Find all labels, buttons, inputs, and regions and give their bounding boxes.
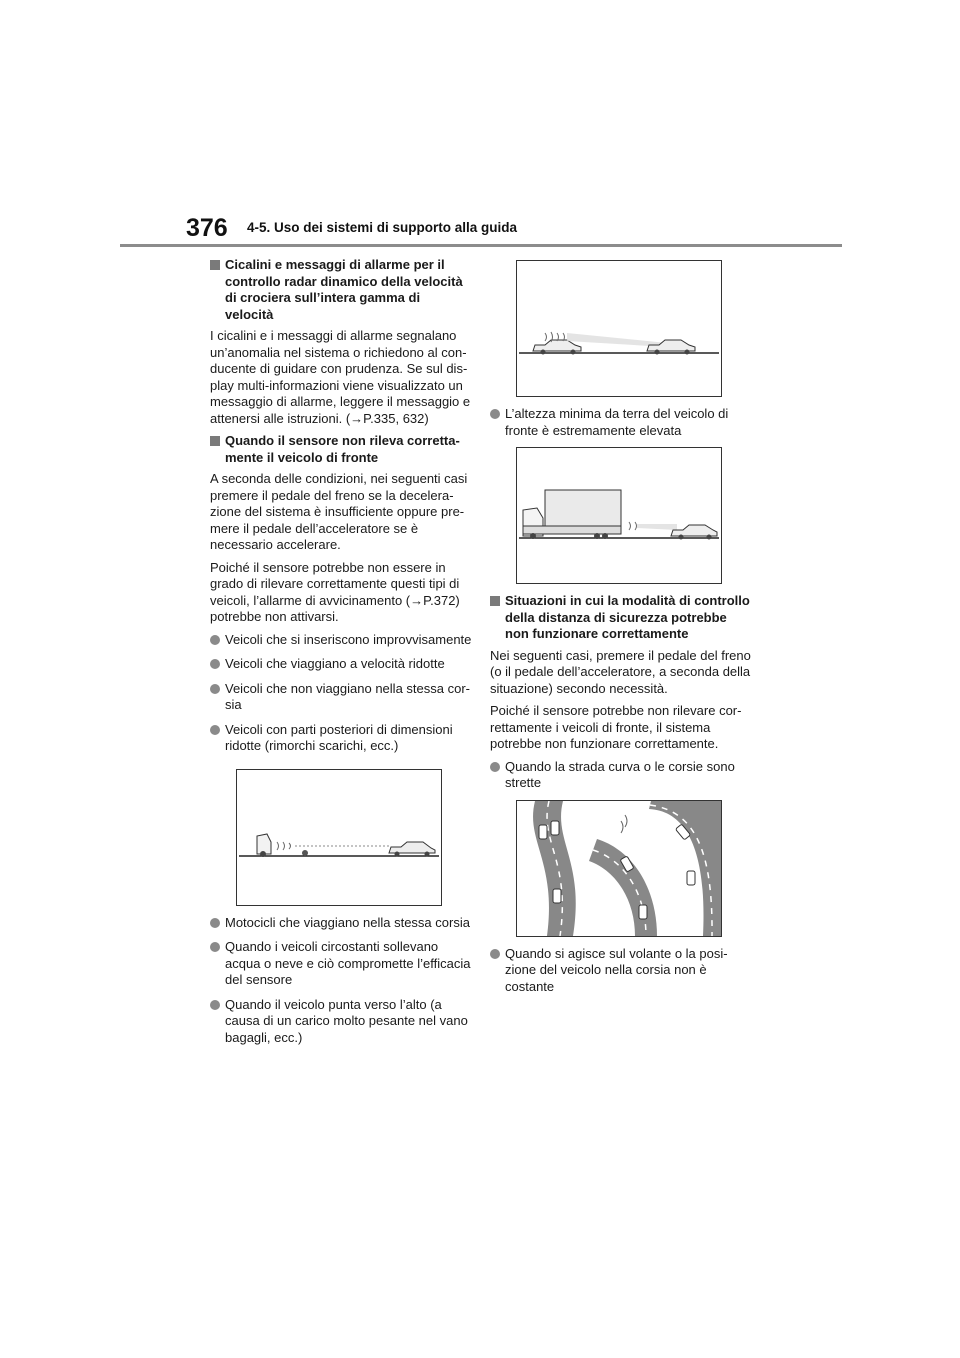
header-rule: [120, 244, 842, 247]
truck-illustration: [516, 447, 722, 584]
bullet-dot-icon: [210, 635, 220, 645]
bullet-dot-icon: [210, 942, 220, 952]
list-item: Veicoli che non viaggiano nella stessa cor-sia: [210, 681, 472, 714]
bullet-dot-icon: [210, 725, 220, 735]
list-item: Veicoli con parti posteriori di dimensioni ridotte (rimorchi scarichi, ecc.): [210, 722, 472, 755]
chapter-title: 4-5. Uso dei sistemi di supporto alla guida: [247, 220, 518, 235]
list-item: Quando la strada curva o le corsie sono strette: [490, 759, 752, 792]
motorcycle-illustration: [236, 769, 442, 906]
list-item: Quando i veicoli circostanti sollevano acqua o neve e ciò compromette l’efficacia del sensore: [210, 939, 472, 989]
right-column: [490, 255, 752, 1003]
section-heading: Quando il sensore non rileva corretta-mente il veicolo di fronte: [210, 433, 472, 466]
paragraph: Nei seguenti casi, premere il pedale del freno (o il pedale dell’acceleratore, a seconda della situazione) secondo necessità.: [490, 647, 751, 696]
bullet-dot-icon: [210, 918, 220, 928]
page-number: 376: [186, 214, 228, 242]
bullet-dot-icon: [210, 684, 220, 694]
list-item: Quando il veicolo punta verso l’alto (a causa di un carico molto pesante nel vano bagagli, ecc.): [210, 997, 472, 1047]
list-item: Motocicli che viaggiano nella stessa corsia: [210, 915, 472, 932]
bullet-dot-icon: [490, 949, 500, 959]
paragraph: Poiché il sensore potrebbe non rilevare cor-rettamente i veicoli di fronte, il sistema potrebbe non funzionare correttamente.: [490, 703, 742, 751]
paragraph: Poiché il sensore potrebbe non essere in grado di rilevare correttamente questi tipi di veicoli, l’allarme di avvicinamento (→P.372) potrebbe non attivarsi.: [210, 559, 460, 624]
bullet-dot-icon: [210, 659, 220, 669]
section-heading: Cicalini e messaggi di allarme per il controllo radar dinamico della velocità di crociera sull’intera gamma di velocità: [210, 257, 472, 323]
section-heading: Situazioni in cui la modalità di controllo della distanza di sicurezza potrebbe non funzionare correttamente: [490, 593, 752, 643]
paragraph: I cicalini e i messaggi di allarme segnalano un’anomalia nel sistema o richiedono al con-ducente di guidare con prudenza. Se sul dis-play multi-informazioni viene visualizzato un messaggio di allarme, leggere il messaggio e attenersi alle istruzioni. (→P.335, 632): [210, 328, 471, 426]
bullet-dot-icon: [210, 1000, 220, 1010]
cars-radar-illustration: [516, 260, 722, 397]
left-column: [210, 255, 472, 1054]
square-bullet-icon: [210, 260, 220, 270]
list-item: Quando si agisce sul volante o la posi-zione del veicolo nella corsia non è costante: [490, 946, 752, 996]
paragraph: A seconda delle condizioni, nei seguenti casi premere il pedale del freno se la decelera-zione del sistema è insufficiente oppure pre-mere il pedale dell’acceleratore se è necessario accelerare.: [210, 471, 468, 552]
curved-roads-illustration: [516, 800, 722, 937]
square-bullet-icon: [210, 436, 220, 446]
square-bullet-icon: [490, 596, 500, 606]
bullet-dot-icon: [490, 409, 500, 419]
list-item: Veicoli che si inseriscono improvvisamente: [210, 632, 472, 649]
list-item: Veicoli che viaggiano a velocità ridotte: [210, 656, 472, 673]
list-item: L’altezza minima da terra del veicolo di fronte è estremamente elevata: [490, 406, 752, 439]
bullet-dot-icon: [490, 762, 500, 772]
